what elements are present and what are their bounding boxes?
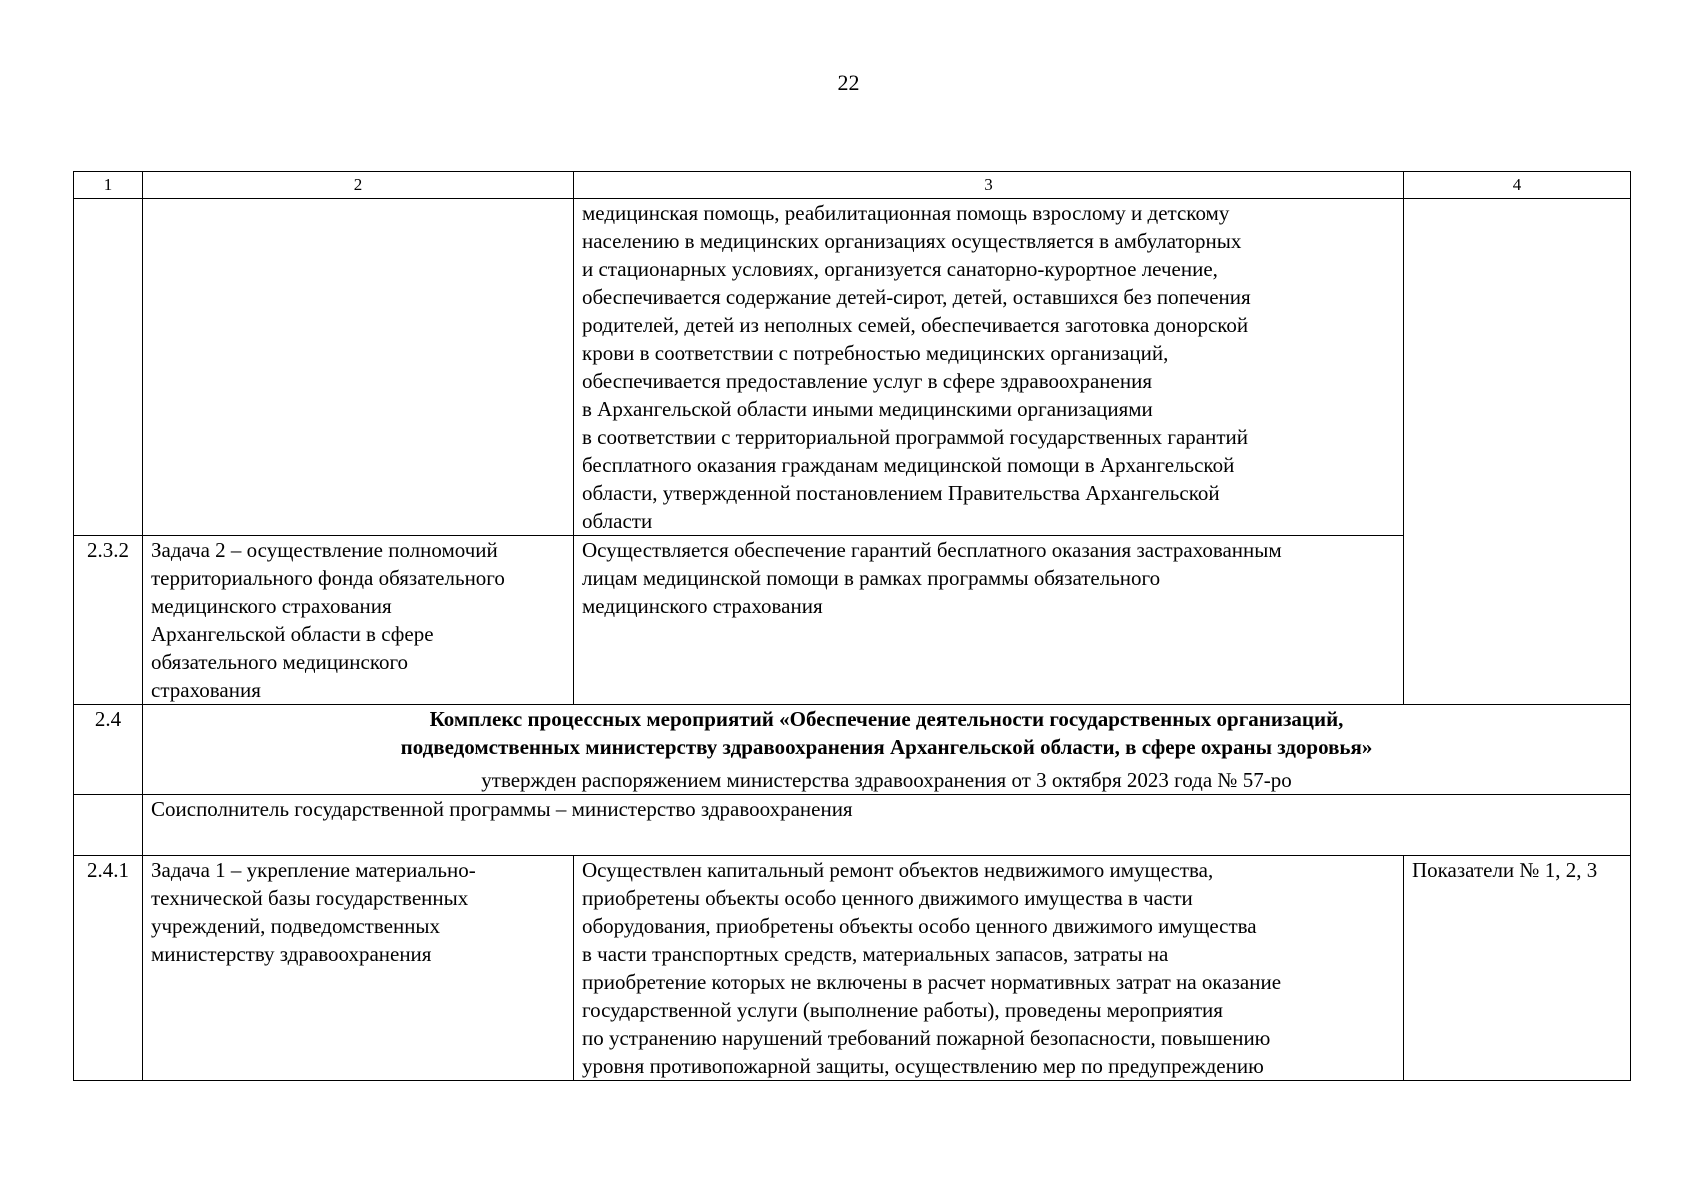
row-number: 2.4 [74, 705, 143, 795]
result-line: лицам медицинской помощи в рамках программы обязательного [582, 566, 1161, 590]
result-line: крови в соответствии с потребностью медицинских организаций, [582, 341, 1169, 365]
result-line: медицинская помощь, реабилитационная помощь взрослому и детскому [582, 201, 1230, 225]
result-line: обеспечивается содержание детей-сирот, детей, оставшихся без попечения [582, 285, 1251, 309]
complex-title-line: Комплекс процессных мероприятий «Обеспечение деятельности государственных организаций, [429, 707, 1344, 731]
result-line: области [582, 509, 653, 533]
task-line: Задача 2 – осуществление полномочий [151, 538, 498, 562]
result-line: в Архангельской области иными медицинскими организациями [582, 397, 1153, 421]
result-line: в части транспортных средств, материальных запасов, затраты на [582, 942, 1169, 966]
page-number: 22 [837, 70, 860, 95]
result-line: оборудования, приобретены объекты особо ценного движимого имущества [582, 914, 1257, 938]
result-line: Осуществляется обеспечение гарантий бесплатного оказания застрахованным [582, 538, 1282, 562]
table-header-row [74, 172, 1631, 199]
task-line: учреждений, подведомственных [151, 914, 441, 938]
task-line: Архангельской области в сфере [151, 622, 434, 646]
result-line: бесплатного оказания гражданам медицинской помощи в Архангельской [582, 453, 1235, 477]
row-number: 2.3.2 [74, 536, 143, 705]
result-line: в соответствии с территориальной программой государственных гарантий [582, 425, 1248, 449]
result-line: обеспечивается предоставление услуг в сфере здравоохранения [582, 369, 1152, 393]
result-cell [574, 856, 1404, 1081]
result-line: населению в медицинских организациях осуществляется в амбулаторных [582, 229, 1242, 253]
result-line: приобретены объекты особо ценного движимого имущества в части [582, 886, 1193, 910]
result-line: по устранению нарушений требований пожарной безопасности, повышению [582, 1026, 1271, 1050]
coexecutor-text: Соисполнитель государственной программы – министерство здравоохранения [143, 795, 1631, 856]
task-cell [143, 536, 574, 705]
complex-approval-note: утвержден распоряжением министерства здравоохранения от 3 октября 2023 года № 57-ро [481, 768, 1292, 792]
result-line: области, утвержденной постановлением Правительства Архангельской [582, 481, 1220, 505]
result-line: государственной услуги (выполнение работы), проведены мероприятия [582, 998, 1223, 1022]
table-row-coexecutor [74, 795, 1631, 856]
table-row-2-4 [74, 705, 1631, 795]
row-continued-indicators [1404, 199, 1631, 705]
table-row-continued [74, 199, 1631, 536]
result-line: приобретение которых не включены в расчет нормативных затрат на оказание [582, 970, 1282, 994]
complex-title [151, 705, 1622, 761]
row-continued-num [74, 199, 143, 536]
header-col-3: 3 [574, 172, 1404, 199]
result-line: родителей, детей из неполных семей, обеспечивается заготовка донорской [582, 313, 1249, 337]
indicators-cell: Показатели № 1, 2, 3 [1404, 856, 1631, 1081]
result-cell [574, 536, 1404, 705]
result-line: и стационарных условиях, организуется санаторно-курортное лечение, [582, 257, 1218, 281]
complex-title-line: подведомственных министерству здравоохранения Архангельской области, в сфере охраны здоровья» [400, 735, 1373, 759]
table-row-2-4-1 [74, 856, 1631, 1081]
result-line: медицинского страхования [582, 594, 823, 618]
task-line: Задача 1 – укрепление материально- [151, 858, 476, 882]
row-continued-task [143, 199, 574, 536]
task-line: территориального фонда обязательного [151, 566, 505, 590]
result-line: уровня противопожарной защиты, осуществлению мер по предупреждению [582, 1054, 1264, 1078]
task-cell [143, 856, 574, 1081]
row-number: 2.4.1 [74, 856, 143, 1081]
row-number [74, 795, 143, 856]
table-row-2-3-2 [74, 536, 1631, 705]
task-line: технической базы государственных [151, 886, 469, 910]
task-line: страхования [151, 678, 261, 702]
task-line: министерству здравоохранения [151, 942, 432, 966]
header-col-1: 1 [74, 172, 143, 199]
task-line: обязательного медицинского [151, 650, 409, 674]
complex-heading-cell [143, 705, 1631, 795]
header-col-4: 4 [1404, 172, 1631, 199]
header-col-2: 2 [143, 172, 574, 199]
result-line: Осуществлен капитальный ремонт объектов недвижимого имущества, [582, 858, 1214, 882]
row-continued-result [574, 199, 1404, 536]
program-table [73, 171, 1631, 1081]
task-line: медицинского страхования [151, 594, 392, 618]
